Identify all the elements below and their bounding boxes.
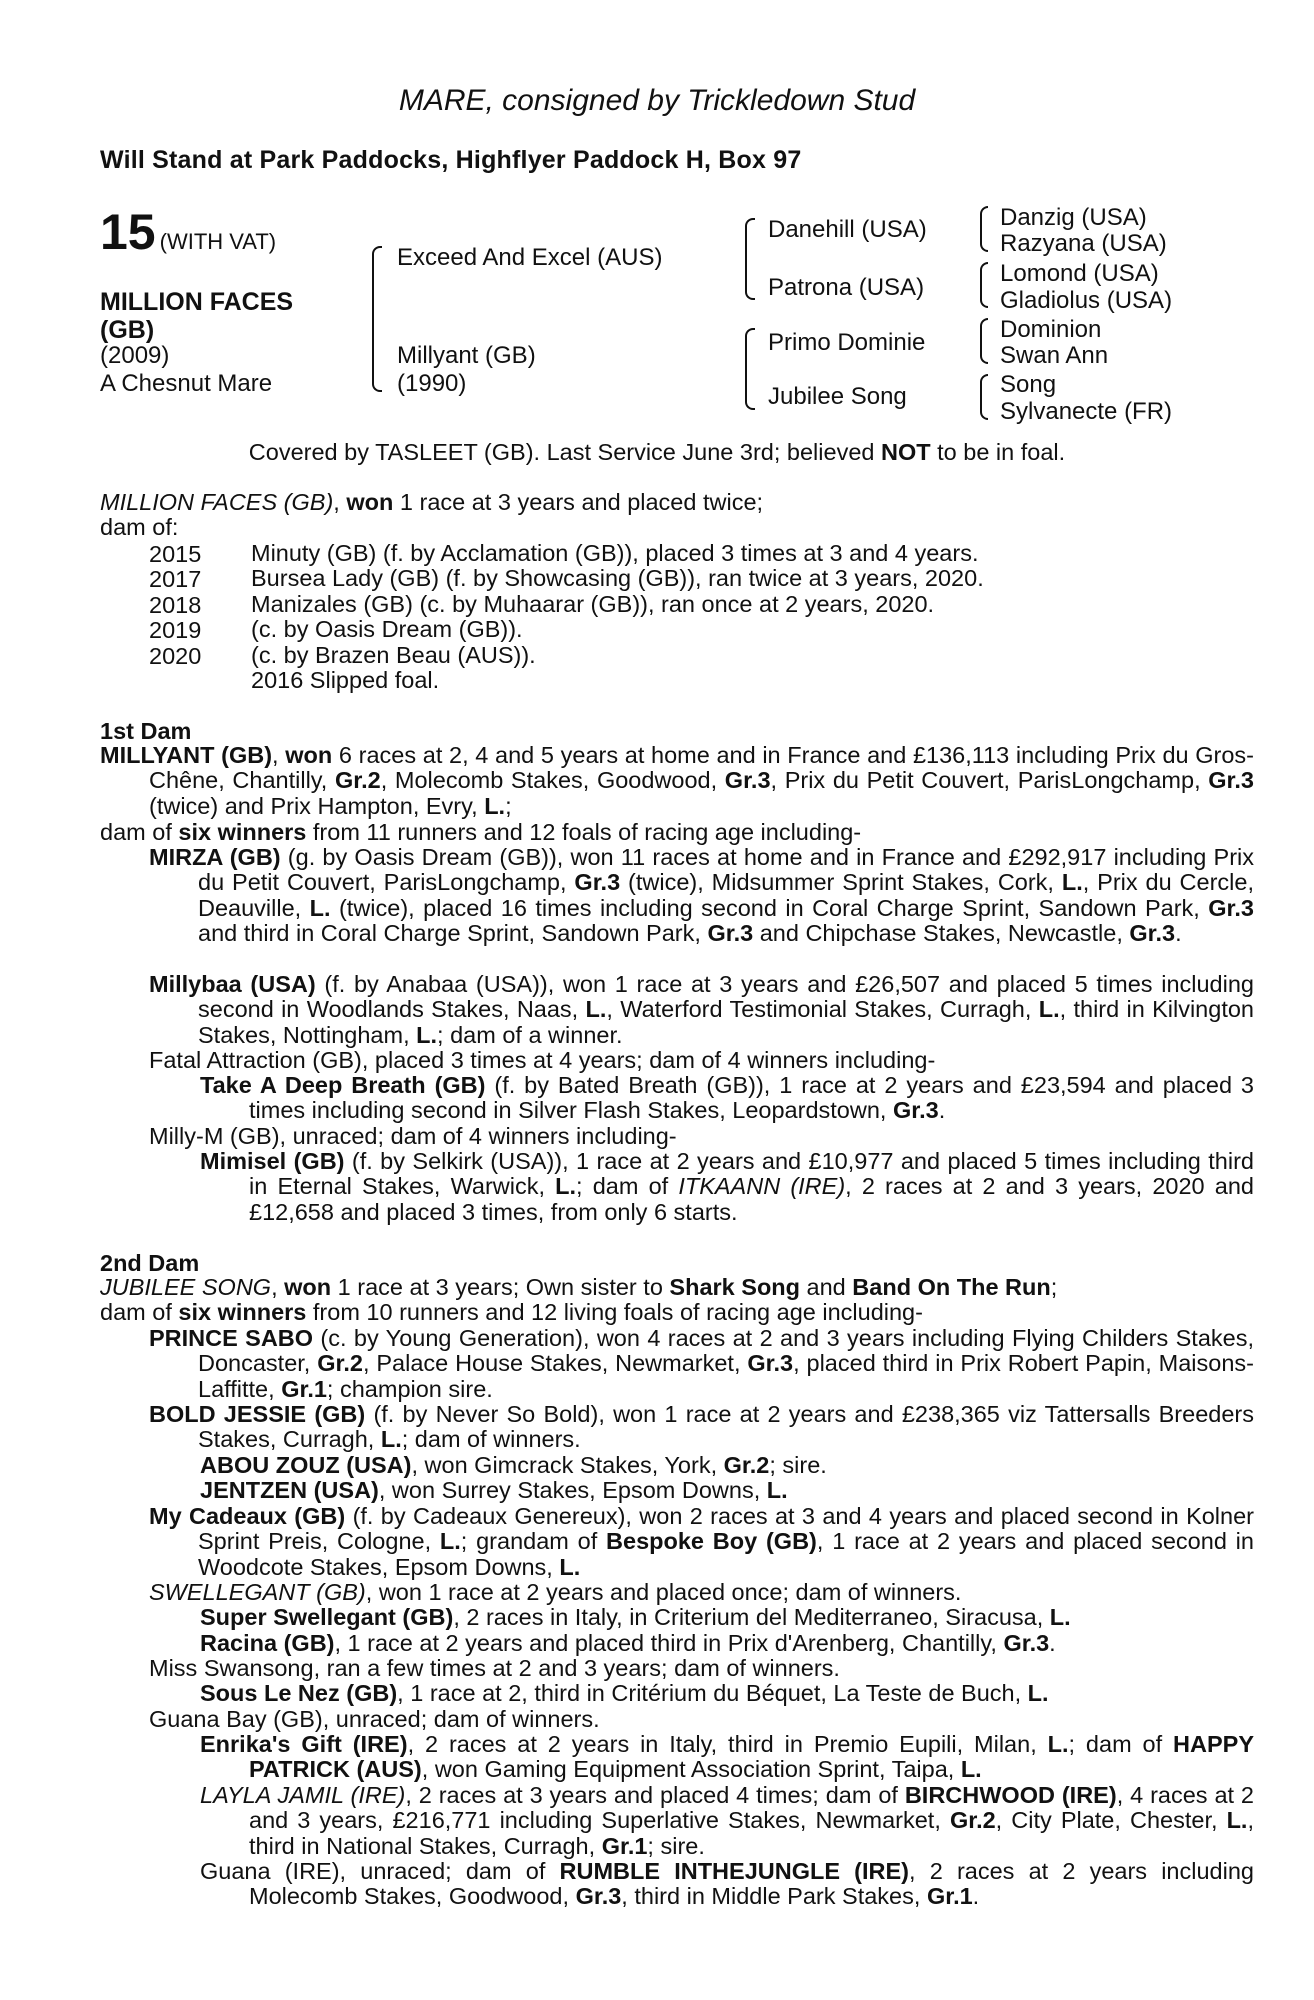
pedigree-brace-3b [980,262,988,308]
grade: L. [309,894,331,921]
offspring-record [149,972,1254,1048]
horse-name: Sous Le Nez (GB) [200,1680,398,1706]
grade: Gr.3 [747,1350,794,1377]
grade: L. [555,1173,577,1200]
produce-year: 2015 [149,541,202,567]
grand-offspring-record [200,1732,1254,1783]
dam-of-label: dam of: [100,514,179,540]
record-text: ; dam of winners. [401,1426,581,1453]
produce-intro: MILLION FACES (GB), won 1 race at 3 years and placed twice; [100,489,764,515]
pedigree-g6: Swan Ann [1000,342,1109,369]
grade: Gr.3 [575,1883,622,1910]
covered-note [0,440,1314,465]
second-dam-record [100,1275,1205,1300]
record-text: (twice), Midsummer Sprint Stakes, Cork, [620,869,1062,896]
record-text: , won Gaming Equipment Association Sprint, Taipa, [421,1756,961,1783]
horse-name: HAPPY PATRICK (AUS) [249,1731,1254,1783]
horse-name: MILLION FACES [100,288,294,316]
pedigree-brace-3c [980,318,988,364]
horse-name: BIRCHWOOD (IRE) [904,1782,1117,1808]
pedigree-g8: Sylvanecte (FR) [1000,398,1173,425]
horse-name: LAYLA JAMIL (IRE) [200,1782,406,1808]
lot-number-block [100,203,276,261]
record-text: , 1 race at 2 years and placed third in Prix d'Arenberg, Chantilly, [334,1630,1004,1656]
record-text: ; [505,792,512,819]
record-text: and Chipchase Stakes, Newcastle, [753,920,1130,947]
grand-offspring-record [200,1149,1254,1225]
covered-text-end: to be in foal. [930,439,1066,465]
record-text: , [271,1274,285,1300]
horse-name: ABOU ZOUZ (USA) [200,1452,412,1478]
grand-offspring-record [200,1073,1254,1124]
horse-name: JENTZEN (USA) [200,1477,379,1503]
record-text: and [800,1274,853,1300]
record-text: ; champion sire. [326,1375,493,1402]
record-text: ; sire. [647,1832,705,1859]
second-dam-summary [100,1300,923,1325]
grade: L. [416,1021,438,1048]
stand-location: Will Stand at Park Paddocks, Highflyer Paddock H, Box 97 [100,146,802,174]
won-word: won [284,1274,332,1300]
covered-emphasis: NOT [881,439,931,465]
horse-name: My Cadeaux (GB) [149,1503,346,1529]
grade: Gr.2 [723,1452,770,1478]
pedigree-dam: Millyant (GB) [397,342,536,369]
record-text: and third in Coral Charge Sprint, Sandown Park, [198,920,708,947]
record-text: , Palace House Stakes, Newmarket, [362,1350,748,1377]
grade: Gr.2 [949,1807,996,1834]
produce-entry: Manizales (GB) (c. by Muhaarar (GB)), ran once at 2 years, 2020. [251,591,935,617]
winners-count: six winners [178,819,307,845]
covered-text: Covered by TASLEET (GB). Last Service June 3rd; believed [248,439,881,465]
grade: Gr.1 [926,1883,973,1910]
grade: L. [1038,996,1060,1023]
grand-offspring-record [200,1453,827,1478]
grade: Gr.3 [1003,1630,1050,1656]
horse-name: Band On The Run [852,1274,1051,1300]
produce-year: 2019 [149,617,202,643]
grade: Gr.3 [707,920,754,947]
pedigree-dam-dam: Jubilee Song [768,383,907,410]
offspring-record: Miss Swansong, ran a few times at 2 and 3 years; dam of winners. [149,1655,840,1681]
record-text: (twice) and Prix Hampton, Evry, [149,792,485,819]
produce-year: 2018 [149,592,202,618]
record-text: , 1 race at 2 years and placed second in Woodcote Stakes, Epsom Downs, [198,1528,1254,1580]
won-word: won [285,742,333,768]
horse-year: (2009) [100,342,170,369]
record-text: . [1175,920,1182,947]
record-text: . [938,1097,946,1124]
page-title: MARE, consigned by Trickledown Stud [398,84,916,117]
lot-number: 15 [100,204,156,260]
grade: Gr.2 [334,767,381,794]
horse-name: Racina (GB) [200,1630,335,1656]
pedigree-sire-sire: Danehill (USA) [768,216,927,243]
summary-text: dam of [100,1299,179,1325]
produce-entry: Minuty (GB) (f. by Acclamation (GB)), placed 3 times at 3 and 4 years. [251,540,979,566]
horse-name: SWELLEGANT (GB) [149,1579,366,1605]
horse-name: RUMBLE INTHEJUNGLE (IRE) [559,1858,910,1884]
grade: Gr.3 [724,767,771,794]
grade: L. [1049,1604,1071,1630]
grade: Gr.3 [1129,920,1176,947]
record-text: ; dam of [1068,1731,1174,1757]
grade: L. [1047,1731,1069,1757]
pedigree-brace-3d [980,374,988,420]
grade: Gr.1 [601,1832,648,1859]
grade: Gr.3 [1208,894,1254,921]
produce-year: 2020 [149,643,202,669]
grand-offspring-record [200,1478,788,1503]
record-text: ; dam of a winner. [437,1021,623,1048]
pedigree-g3: Lomond (USA) [1000,260,1159,287]
record-text: , placed third in Prix Robert Papin, Maisons-Laffitte, [198,1350,1254,1402]
record-text: , 1 race at 2, third in Critérium du Béquet, La Teste de Buch, [397,1680,1028,1706]
record-text: , won Gimcrack Stakes, York, [411,1452,724,1478]
record-text: , 2 races at 3 years and placed 4 times; dam of [405,1782,905,1808]
record-text: (g. by Oasis Dream (GB)), won 11 races at home and in France and £292,917 including Prix du Petit Couvert, ParisLongchamp, [198,844,1254,896]
grade: L. [380,1426,402,1453]
horse-name: Super Swellegant (GB) [200,1604,454,1630]
grade: Gr.3 [574,869,621,896]
slipped-note: 2016 Slipped foal. [251,667,440,693]
first-dam-summary [100,820,861,845]
pedigree-sire-dam: Patrona (USA) [768,274,925,301]
record-text: Guana (IRE), unraced; dam of [200,1858,560,1884]
record-text: , won Surrey Stakes, Epsom Downs, [378,1477,767,1503]
record-text: 6 races at 2, 4 and 5 years at home and in France and £136,113 including Prix du Gros-Chêne, Chantilly, [149,742,1254,794]
grade: Gr.3 [1208,767,1254,794]
horse-name-suffix: (GB) [100,316,155,344]
grade: Gr.3 [892,1097,939,1124]
pedigree-dam-sire: Primo Dominie [768,329,926,356]
record-text: . [972,1883,980,1910]
pedigree-g2: Razyana (USA) [1000,230,1167,257]
pedigree-g4: Gladiolus (USA) [1000,287,1173,314]
grade: Gr.2 [317,1350,363,1377]
record-text: , third in National Stakes, Curragh, [249,1807,1254,1859]
pedigree-brace-1 [372,246,382,392]
record-text: , 2 races in Italy, in Criterium del Mediterraneo, Siracusa, [453,1604,1050,1630]
record-text: (f. by Selkirk (USA)), 1 race at 2 years and £10,977 and placed 5 times including third in Eternal Stakes, Warwick, [249,1148,1254,1200]
record-text: , 2 races at 2 years including Molecomb Stakes, Goodwood, [249,1858,1254,1910]
dam-name: JUBILEE SONG [100,1274,272,1300]
horse-name: Take A Deep Breath (GB) [200,1072,486,1098]
record-text: , Prix du Petit Couvert, ParisLongchamp, [770,767,1209,794]
horse-name: PRINCE SABO [149,1325,314,1351]
summary-text: from 11 runners and 12 foals of racing age including- [306,819,862,845]
record-text: , 4 races at 2 and 3 years, £216,771 including Superlative Stakes, Newmarket, [249,1782,1255,1834]
record-text: (f. by Never So Bold), won 1 race at 2 years and £238,365 viz Tattersalls Breeders Stakes, Curragh, [198,1401,1254,1453]
grade: L. [559,1553,581,1580]
record-text: , City Plate, Chester, [995,1807,1227,1834]
record-text: (c. by Young Generation), won 4 races at 2 and 3 years including Flying Childers Stakes, Doncaster, [198,1325,1254,1377]
horse-description: A Chesnut Mare [100,370,273,397]
offspring-record [149,845,1254,947]
first-dam-record: MILLYANT (GB), won 6 races at 2, 4 and 5 years at home and in France and £136,113 including Prix du Gros-Chêne, Chantilly, Gr.2, Molecomb Stakes, Goodwood, Gr.3, Prix du Petit Couvert, ParisLongchamp, Gr.3 (twice) and Prix Hampton, Evry, L.; [100,742,1254,819]
record-text: (twice), placed 16 times including second in Coral Charge Sprint, Sandown Park, [330,894,1209,921]
winners-count: six winners [178,1299,307,1325]
pedigree-g1: Danzig (USA) [1000,204,1147,231]
offspring-record [149,1326,1254,1402]
offspring-record [149,1580,961,1605]
horse-name: Mimisel (GB) [200,1148,345,1174]
summary-text: dam of [100,819,179,845]
grade: L. [1226,1807,1248,1834]
record-text: , won 1 race at 2 years and placed once; dam of winners. [365,1579,962,1605]
pedigree-g5: Dominion [1000,316,1102,343]
record-text: ; sire. [769,1452,827,1478]
record-text: , Prix du Cercle, Deauville, [198,869,1254,921]
record-text: , 2 races at 2 and 3 years, 2020 and £12,658 and placed 3 times, from only 6 starts. [249,1173,1254,1225]
pedigree-dam-year: (1990) [397,370,467,397]
record-text: , Molecomb Stakes, Goodwood, [380,767,725,794]
horse-name: MIRZA (GB) [149,844,281,870]
pedigree-brace-3a [980,206,988,252]
summary-text: from 10 runners and 12 living foals of racing age including- [306,1299,923,1325]
offspring-record: Guana Bay (GB), unraced; dam of winners. [149,1706,600,1732]
grade: L. [439,1528,461,1555]
first-dam-heading: 1st Dam [100,718,192,744]
produce-year: 2017 [149,566,202,592]
record-text: 1 race at 3 years; Own sister to [331,1274,670,1300]
grade: L. [1027,1680,1049,1706]
vat-note: (WITH VAT) [159,229,277,254]
offspring-record: Fatal Attraction (GB), placed 3 times at 4 years; dam of 4 winners including- [149,1047,936,1073]
offspring-record [149,1504,1254,1580]
record-text: ; grandam of [460,1528,607,1555]
grand-offspring-record [200,1605,1071,1630]
record-text: , third in Kilvington Stakes, Nottingham, [198,996,1254,1048]
grand-offspring-record [200,1859,1254,1910]
grade: L. [585,996,607,1023]
horse-name: BOLD JESSIE (GB) [149,1401,366,1427]
pedigree-brace-2a [745,218,755,300]
record-text: , Waterford Testimonial Stakes, Curragh, [606,996,1039,1023]
offspring-record: Milly-M (GB), unraced; dam of 4 winners including- [149,1123,677,1149]
grand-offspring-record [200,1631,1056,1656]
won-word: won [346,489,394,515]
pedigree-g7: Song [1000,371,1057,398]
grade: Gr.1 [281,1375,327,1402]
record-text: ; dam of [576,1173,679,1200]
record-text: . [1049,1630,1056,1656]
produce-intro-text: 1 race at 3 years and placed twice; [393,489,764,515]
horse-name: Bespoke Boy (GB) [606,1528,817,1555]
second-dam-heading: 2nd Dam [100,1250,200,1276]
record-text: , 2 races at 2 years in Italy, third in Premio Eupili, Milan, [407,1731,1048,1757]
grade: L. [484,792,506,819]
record-text: (f. by Anabaa (USA)), won 1 race at 3 years and £26,507 and placed 5 times including second in Woodlands Stakes, Naas, [198,971,1254,1023]
mare-name: MILLION FACES (GB) [100,489,334,515]
grade: L. [1061,869,1083,896]
pedigree-brace-2b [745,328,755,410]
record-text: (f. by Cadeaux Genereux), won 2 races at 3 and 4 years and placed second in Kolner Sprint Preis, Cologne, [198,1503,1254,1555]
grand-offspring-record [200,1783,1254,1859]
dam-name: MILLYANT (GB) [100,742,273,768]
record-text: (f. by Bated Breath (GB)), 1 race at 2 years and £23,594 and placed 3 times including second in Silver Flash Stakes, Leopardstown, [249,1072,1254,1124]
pedigree-sire: Exceed And Excel (AUS) [397,244,663,271]
horse-name: Enrika's Gift (IRE) [200,1731,408,1757]
offspring-record [149,1402,1254,1453]
produce-entry: (c. by Oasis Dream (GB)). [251,616,523,642]
grade: L. [766,1477,788,1503]
produce-entry: Bursea Lady (GB) (f. by Showcasing (GB)), ran twice at 3 years, 2020. [251,565,984,591]
produce-entry: (c. by Brazen Beau (AUS)). [251,642,536,668]
grand-offspring-record [200,1681,1049,1706]
record-text: ; [1050,1274,1058,1300]
horse-name: Shark Song [669,1274,801,1300]
horse-name: ITKAANN (IRE) [678,1173,846,1200]
record-text: , third in Middle Park Stakes, [621,1883,927,1910]
grade: L. [960,1756,982,1783]
horse-name: Millybaa (USA) [149,971,316,997]
